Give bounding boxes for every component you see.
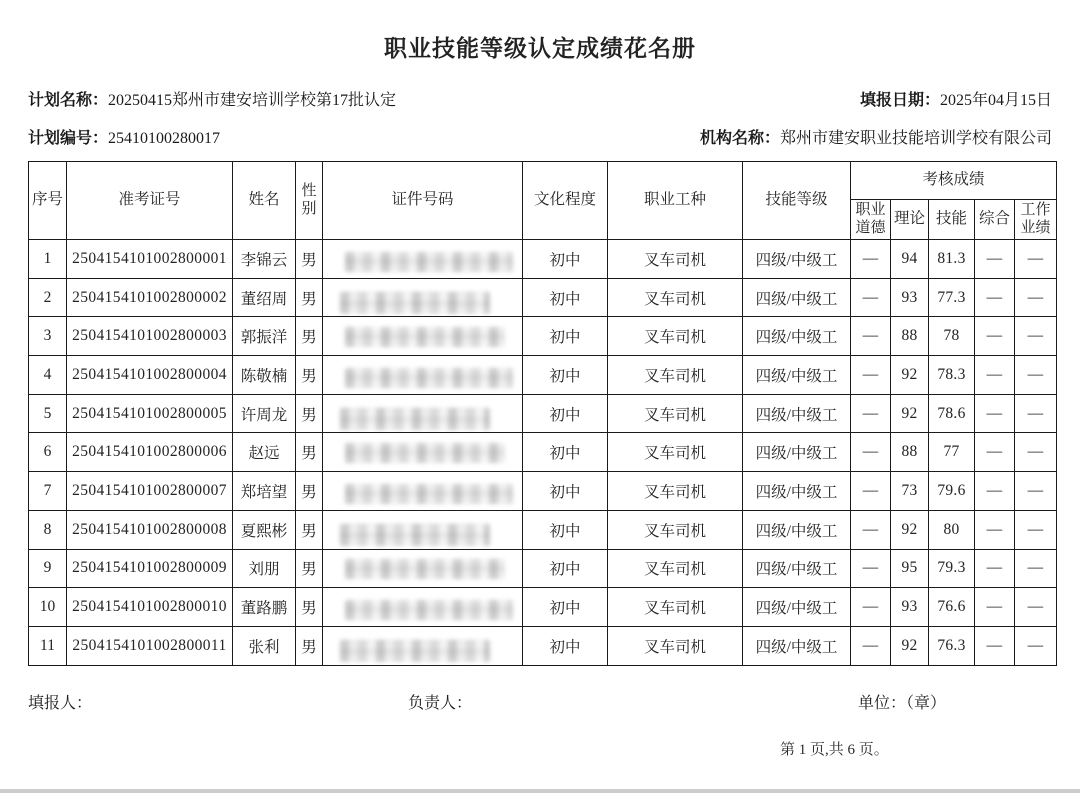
org-name (700, 125, 1052, 148)
cell-education: 初中 (523, 626, 608, 665)
cell-index: 6 (29, 433, 67, 472)
cell-occupation: 叉车司机 (608, 626, 743, 665)
header-ticket: 准考证号 (67, 162, 233, 240)
cell-occupation: 叉车司机 (608, 240, 743, 279)
cell-id-number (323, 588, 523, 627)
cell-skill: 77.3 (929, 278, 975, 317)
cell-ethics: — (851, 433, 891, 472)
cell-theory: 93 (891, 278, 929, 317)
cell-id-number (323, 278, 523, 317)
redacted-id-blob (345, 443, 505, 463)
cell-gender: 男 (296, 472, 323, 511)
cell-skill: 77 (929, 433, 975, 472)
cell-id-number (323, 240, 523, 279)
header-id-number: 证件号码 (323, 162, 523, 240)
cell-ticket: 2504154101002800002 (67, 278, 233, 317)
cell-work: — (1015, 549, 1057, 588)
cell-work: — (1015, 278, 1057, 317)
cell-ticket: 2504154101002800011 (67, 626, 233, 665)
cell-gender: 男 (296, 510, 323, 549)
table-row (29, 394, 1057, 433)
cell-id-number (323, 394, 523, 433)
cell-occupation: 叉车司机 (608, 588, 743, 627)
cell-id-number (323, 626, 523, 665)
cell-id-number (323, 433, 523, 472)
cell-comprehensive: — (975, 433, 1015, 472)
cell-skill: 81.3 (929, 240, 975, 279)
cell-education: 初中 (523, 317, 608, 356)
cell-ticket: 2504154101002800008 (67, 510, 233, 549)
cell-level: 四级/中级工 (743, 626, 851, 665)
cell-education: 初中 (523, 588, 608, 627)
cell-theory: 92 (891, 510, 929, 549)
cell-gender: 男 (296, 394, 323, 433)
cell-name: 张利 (233, 626, 296, 665)
cell-comprehensive: — (975, 317, 1015, 356)
cell-ticket: 2504154101002800003 (67, 317, 233, 356)
plan-no-label: 计划编号： (28, 130, 109, 147)
table-row (29, 472, 1057, 511)
cell-skill: 80 (929, 510, 975, 549)
cell-index: 11 (29, 626, 67, 665)
table-row (29, 278, 1057, 317)
cell-ticket: 2504154101002800006 (67, 433, 233, 472)
manager-label: 负责人： (408, 694, 473, 712)
cell-comprehensive: — (975, 588, 1015, 627)
cell-theory: 92 (891, 626, 929, 665)
cell-ticket: 2504154101002800007 (67, 472, 233, 511)
page-bottom-edge (0, 789, 1080, 793)
cell-work: — (1015, 240, 1057, 279)
cell-ticket: 2504154101002800010 (67, 588, 233, 627)
filler-label: 填报人： (28, 694, 93, 712)
header-work: 工作业绩 (1015, 200, 1057, 240)
signature-row (0, 690, 1080, 716)
cell-name: 陈敬楠 (233, 356, 296, 395)
cell-skill: 78.3 (929, 356, 975, 395)
redacted-id-blob (340, 640, 490, 662)
cell-ethics: — (851, 240, 891, 279)
cell-ticket: 2504154101002800005 (67, 394, 233, 433)
cell-level: 四级/中级工 (743, 317, 851, 356)
roster-table-body (29, 240, 1057, 666)
cell-theory: 94 (891, 240, 929, 279)
cell-ticket: 2504154101002800001 (67, 240, 233, 279)
cell-index: 1 (29, 240, 67, 279)
cell-comprehensive: — (975, 394, 1015, 433)
cell-name: 许周龙 (233, 394, 296, 433)
cell-theory: 88 (891, 317, 929, 356)
cell-level: 四级/中级工 (743, 588, 851, 627)
cell-ethics: — (851, 394, 891, 433)
header-score-group: 考核成绩 (851, 162, 1057, 200)
cell-name: 郑培望 (233, 472, 296, 511)
cell-ticket: 2504154101002800004 (67, 356, 233, 395)
cell-name: 董绍周 (233, 278, 296, 317)
header-occupation: 职业工种 (608, 162, 743, 240)
table-row (29, 433, 1057, 472)
cell-level: 四级/中级工 (743, 549, 851, 588)
cell-gender: 男 (296, 278, 323, 317)
header-ethics: 职业道德 (851, 200, 891, 240)
cell-education: 初中 (523, 278, 608, 317)
cell-index: 9 (29, 549, 67, 588)
cell-ethics: — (851, 626, 891, 665)
cell-work: — (1015, 472, 1057, 511)
cell-id-number (323, 510, 523, 549)
cell-skill: 76.3 (929, 626, 975, 665)
cell-level: 四级/中级工 (743, 356, 851, 395)
cell-comprehensive: — (975, 278, 1015, 317)
cell-id-number (323, 356, 523, 395)
cell-gender: 男 (296, 317, 323, 356)
cell-occupation: 叉车司机 (608, 433, 743, 472)
header-index: 序号 (29, 162, 67, 240)
cell-name: 赵远 (233, 433, 296, 472)
header-level: 技能等级 (743, 162, 851, 240)
cell-name: 董路鹏 (233, 588, 296, 627)
cell-gender: 男 (296, 356, 323, 395)
cell-occupation: 叉车司机 (608, 278, 743, 317)
unit-seal-label: 单位：（章） (858, 694, 947, 712)
cell-comprehensive: — (975, 472, 1015, 511)
cell-work: — (1015, 588, 1057, 627)
cell-ethics: — (851, 356, 891, 395)
cell-theory: 92 (891, 356, 929, 395)
cell-name: 刘朋 (233, 549, 296, 588)
cell-ethics: — (851, 472, 891, 511)
cell-index: 10 (29, 588, 67, 627)
cell-gender: 男 (296, 240, 323, 279)
cell-education: 初中 (523, 433, 608, 472)
cell-work: — (1015, 317, 1057, 356)
plan-name-value: 20250415郑州市建安培训学校第17批认定 (108, 92, 397, 109)
cell-skill: 76.6 (929, 588, 975, 627)
redacted-id-blob (345, 327, 505, 347)
cell-ethics: — (851, 588, 891, 627)
cell-skill: 78 (929, 317, 975, 356)
page-indicator: 第 1 页,共 6 页。 (780, 741, 889, 758)
header-education: 文化程度 (523, 162, 608, 240)
cell-index: 7 (29, 472, 67, 511)
cell-occupation: 叉车司机 (608, 472, 743, 511)
cell-name: 李锦云 (233, 240, 296, 279)
cell-index: 2 (29, 278, 67, 317)
cell-ethics: — (851, 317, 891, 356)
cell-work: — (1015, 626, 1057, 665)
cell-theory: 92 (891, 394, 929, 433)
table-row (29, 510, 1057, 549)
roster-table (28, 161, 1057, 666)
cell-level: 四级/中级工 (743, 510, 851, 549)
cell-education: 初中 (523, 472, 608, 511)
cell-id-number (323, 549, 523, 588)
table-row (29, 317, 1057, 356)
report-date-label: 填报日期： (859, 92, 940, 109)
table-row (29, 240, 1057, 279)
cell-theory: 88 (891, 433, 929, 472)
header-skill: 技能 (929, 200, 975, 240)
cell-occupation: 叉车司机 (608, 549, 743, 588)
cell-education: 初中 (523, 356, 608, 395)
cell-gender: 男 (296, 433, 323, 472)
cell-level: 四级/中级工 (743, 433, 851, 472)
cell-education: 初中 (523, 510, 608, 549)
header-comprehensive: 综合 (975, 200, 1015, 240)
cell-occupation: 叉车司机 (608, 394, 743, 433)
cell-education: 初中 (523, 240, 608, 279)
cell-comprehensive: — (975, 510, 1015, 549)
cell-comprehensive: — (975, 240, 1015, 279)
redacted-id-blob (345, 559, 505, 579)
cell-ethics: — (851, 510, 891, 549)
plan-no-value: 25410100280017 (108, 130, 221, 147)
cell-gender: 男 (296, 626, 323, 665)
plan-name-label: 计划名称： (28, 92, 109, 109)
org-name-value: 郑州市建安职业技能培训学校有限公司 (779, 130, 1052, 147)
cell-ethics: — (851, 278, 891, 317)
cell-work: — (1015, 356, 1057, 395)
cell-skill: 79.6 (929, 472, 975, 511)
cell-education: 初中 (523, 549, 608, 588)
plan-name (28, 87, 396, 110)
redacted-id-blob (345, 600, 513, 620)
cell-index: 8 (29, 510, 67, 549)
cell-work: — (1015, 433, 1057, 472)
plan-no (28, 125, 220, 148)
cell-gender: 男 (296, 588, 323, 627)
cell-index: 5 (29, 394, 67, 433)
redacted-id-blob (340, 408, 490, 430)
redacted-id-blob (345, 484, 513, 504)
cell-level: 四级/中级工 (743, 278, 851, 317)
cell-education: 初中 (523, 394, 608, 433)
cell-gender: 男 (296, 549, 323, 588)
header-theory: 理论 (891, 200, 929, 240)
cell-skill: 78.6 (929, 394, 975, 433)
table-row (29, 626, 1057, 665)
report-date (860, 87, 1052, 110)
table-row (29, 588, 1057, 627)
report-date-value: 2025年04月15日 (939, 92, 1052, 109)
cell-theory: 95 (891, 549, 929, 588)
cell-level: 四级/中级工 (743, 240, 851, 279)
page-title: 职业技能等级认定成绩花名册 (384, 35, 696, 61)
cell-occupation: 叉车司机 (608, 356, 743, 395)
meta-row-2 (0, 125, 1080, 148)
header-gender: 性别 (296, 162, 323, 240)
cell-skill: 79.3 (929, 549, 975, 588)
cell-index: 3 (29, 317, 67, 356)
cell-theory: 73 (891, 472, 929, 511)
table-row (29, 549, 1057, 588)
cell-id-number (323, 472, 523, 511)
cell-id-number (323, 317, 523, 356)
cell-ethics: — (851, 549, 891, 588)
cell-level: 四级/中级工 (743, 472, 851, 511)
cell-theory: 93 (891, 588, 929, 627)
cell-level: 四级/中级工 (743, 394, 851, 433)
cell-comprehensive: — (975, 626, 1015, 665)
cell-work: — (1015, 394, 1057, 433)
redacted-id-blob (340, 292, 490, 314)
cell-index: 4 (29, 356, 67, 395)
table-row (29, 356, 1057, 395)
cell-comprehensive: — (975, 549, 1015, 588)
cell-ticket: 2504154101002800009 (67, 549, 233, 588)
meta-row-1 (0, 87, 1080, 110)
org-name-label: 机构名称： (699, 130, 780, 147)
cell-occupation: 叉车司机 (608, 510, 743, 549)
redacted-id-blob (345, 252, 513, 272)
redacted-id-blob (340, 524, 490, 546)
header-name: 姓名 (233, 162, 296, 240)
cell-work: — (1015, 510, 1057, 549)
cell-name: 郭振洋 (233, 317, 296, 356)
cell-comprehensive: — (975, 356, 1015, 395)
cell-name: 夏熙彬 (233, 510, 296, 549)
cell-occupation: 叉车司机 (608, 317, 743, 356)
redacted-id-blob (345, 368, 513, 388)
